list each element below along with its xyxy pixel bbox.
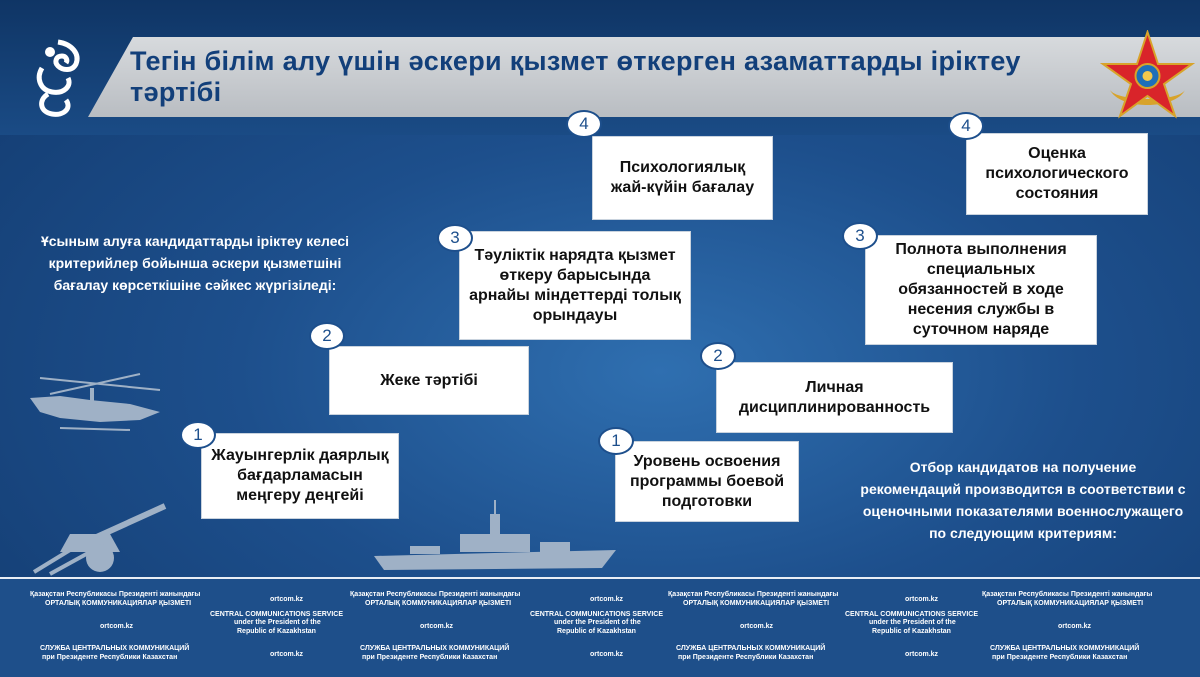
army-star-emblem-icon (1100, 30, 1195, 120)
kk-step-4-number: 4 (566, 110, 602, 138)
footer-ru-line1: СЛУЖБА ЦЕНТРАЛЬНЫХ КОММУНИКАЦИЙ (360, 645, 510, 652)
footer-en-line2: under the President of the (234, 619, 321, 626)
ru-step-4-box: Оценка психологического состояния (966, 133, 1148, 215)
ru-step-3-box: Полнота выполнения специальных обязанностей в ходе несения службы в суточном наряде (865, 235, 1097, 345)
footer-site: ortcom.kz (420, 623, 454, 630)
footer-site: ortcom.kz (740, 623, 774, 630)
footer-kk-line1: Қазақстан Республикасы Президенті жанындағы (668, 591, 839, 598)
ru-step-2-box: Личная дисциплинированность (716, 362, 953, 433)
ru-step-1-box: Уровень освоения программы боевой подготовки (615, 441, 799, 522)
footer-ru-line2: при Президенте Республики Казахстан (42, 654, 178, 661)
footer-site: ortcom.kz (905, 596, 939, 603)
footer-kk-line2: ОРТАЛЫҚ КОММУНИКАЦИЯЛАР ҚЫЗМЕТІ (683, 600, 830, 607)
kk-step-4-box: Психологиялық жай-күйін бағалау (592, 136, 773, 220)
footer-site: ortcom.kz (100, 623, 134, 630)
kk-step-1-number: 1 (180, 421, 216, 449)
kk-step-3-number: 3 (437, 224, 473, 252)
footer-en-line1: CENTRAL COMMUNICATIONS SERVICE (845, 611, 979, 618)
footer-en-line3: Republic of Kazakhstan (237, 628, 316, 635)
kk-step-3-box: Тәуліктік нарядта қызмет өткеру барысында арнайы міндеттерді толық орындауы (459, 231, 691, 340)
footer-site: ortcom.kz (1058, 623, 1092, 630)
footer-en-line2: under the President of the (869, 619, 956, 626)
footer-site: ortcom.kz (270, 651, 304, 658)
footer-en-line3: Republic of Kazakhstan (557, 628, 636, 635)
ru-step-3-number: 3 (842, 222, 878, 250)
footer-ru-line2: при Президенте Республики Казахстан (362, 654, 498, 661)
ru-step-2-number: 2 (700, 342, 736, 370)
footer-kk-line1: Қазақстан Республикасы Президенті жанындағы (982, 591, 1153, 598)
footer-site: ortcom.kz (270, 596, 304, 603)
artillery-silhouette-icon (30, 500, 170, 576)
footer-kk-line2: ОРТАЛЫҚ КОММУНИКАЦИЯЛАР ҚЫЗМЕТІ (45, 600, 192, 607)
footer-ru-line2: при Президенте Республики Казахстан (678, 654, 814, 661)
warship-silhouette-icon (370, 498, 620, 574)
kk-step-2-box: Жеке тәртібі (329, 346, 529, 415)
right-intro-text: Отбор кандидатов на получение рекомендаций производится в соответствии с оценочными показателями военнослужащего по следующим критериям: (860, 459, 1186, 541)
kk-step-2-number: 2 (309, 322, 345, 350)
footer-kk-line2: ОРТАЛЫҚ КОММУНИКАЦИЯЛАР ҚЫЗМЕТІ (365, 600, 512, 607)
footer-site: ortcom.kz (590, 651, 624, 658)
footer-ru-line1: СЛУЖБА ЦЕНТРАЛЬНЫХ КОММУНИКАЦИЙ (990, 645, 1140, 652)
footer-site: ortcom.kz (905, 651, 939, 658)
ru-step-4-number: 4 (948, 112, 984, 140)
footer-kk-line1: Қазақстан Республикасы Президенті жанындағы (30, 591, 201, 598)
footer-site: ortcom.kz (590, 596, 624, 603)
footer-ru-line1: СЛУЖБА ЦЕНТРАЛЬНЫХ КОММУНИКАЦИЙ (676, 645, 826, 652)
footer-en-line1: CENTRAL COMMUNICATIONS SERVICE (210, 611, 344, 618)
left-intro-text: Ұсыным алуға кандидаттарды іріктеу келесі критерийлер бойынша әскери қызметшіні бағалау көрсеткішіне сәйкес жүргізіледі: (40, 233, 350, 293)
footer-kk-line1: Қазақстан Республикасы Президенті жанындағы (350, 591, 521, 598)
helicopter-silhouette-icon (20, 368, 170, 443)
footer-en-line3: Republic of Kazakhstan (872, 628, 951, 635)
footer-en-line1: CENTRAL COMMUNICATIONS SERVICE (530, 611, 664, 618)
page-title: Тегін білім алу үшін әскери қызмет өткерген азаматтарды іріктеу тәртібі (130, 46, 1021, 107)
footer-kk-line2: ОРТАЛЫҚ КОММУНИКАЦИЯЛАР ҚЫЗМЕТІ (997, 600, 1144, 607)
footer-ru-line1: СЛУЖБА ЦЕНТРАЛЬНЫХ КОММУНИКАЦИЙ (40, 645, 190, 652)
snow-leopard-logo-icon (28, 38, 86, 120)
footer-ru-line2: при Президенте Республики Казахстан (992, 654, 1128, 661)
footer-en-line2: under the President of the (554, 619, 641, 626)
kk-step-1-box: Жауынгерлік даярлық бағдарламасын меңгеру деңгейі (201, 433, 399, 519)
footer (0, 577, 1200, 677)
ru-step-1-number: 1 (598, 427, 634, 455)
